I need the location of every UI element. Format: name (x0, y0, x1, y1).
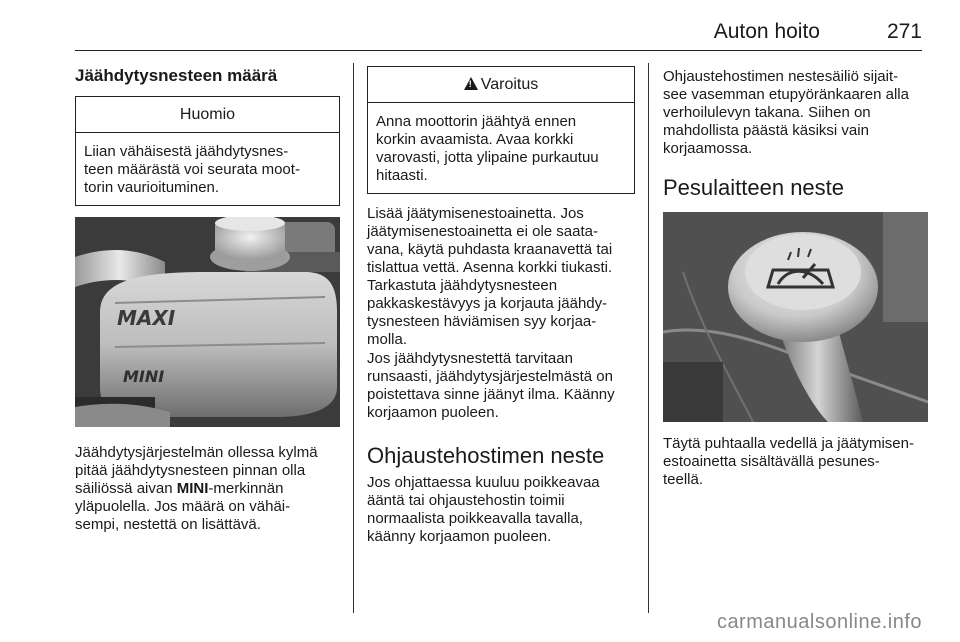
coolant-reservoir-photo (75, 217, 340, 427)
header-rule (75, 50, 922, 51)
notice-line: torin vaurioituminen. (84, 179, 220, 196)
text-line: pakkaskestävyys ja korjauta jäähdy- (367, 295, 608, 312)
notice-text (76, 133, 339, 207)
warning-line: Anna moottorin jäähtyä ennen (376, 113, 577, 130)
text-line: pitää jäähdytysnesteen pinnan olla (75, 462, 306, 479)
notice-box (75, 96, 340, 206)
text-line: Lisää jäätymisenestoainetta. Jos (367, 205, 584, 222)
text-line: sempi, nestettä on lisättävä. (75, 516, 261, 533)
text-fragment: säiliössä aivan (75, 480, 177, 497)
text-line: Jos jäähdytysnestettä tarvitaan (367, 350, 573, 367)
text-line: käänny korjaamon puoleen. (367, 528, 552, 545)
text-line: tysnesteen häviämisen syy korjaa- (367, 313, 597, 330)
warning-line: hitaasti. (376, 167, 428, 184)
antifreeze-paragraph (367, 205, 635, 349)
notice-line: teen määrästä voi seurata moot- (84, 161, 300, 178)
notice-line: Liian vähäisestä jäähdytysnes- (84, 143, 289, 160)
site-watermark: carmanualsonline.info (716, 611, 922, 633)
coolant-level-text (75, 444, 340, 534)
text-line: korjaamon puoleen. (367, 404, 499, 421)
text-line: tislattua vettä. Asenna korkki tiukasti. (367, 259, 613, 276)
text-line: korjaamossa. (663, 140, 753, 157)
warning-box (367, 66, 635, 194)
running-header-title: Auton hoito (713, 20, 820, 43)
page-number: 271 (886, 20, 922, 43)
text-line: Jos ohjattaessa kuuluu poikkeavaa (367, 474, 600, 491)
text-line: mahdollista päästä käsiksi vain (663, 122, 869, 139)
text-line: Tarkastuta jäähdytysnesteen (367, 277, 558, 294)
text-line: normaalista poikkeavalla tavalla, (367, 510, 583, 527)
section-heading: Ohjaustehostimen neste (367, 443, 605, 468)
min-mark-emphasis: MINI (176, 480, 209, 497)
column-divider-1 (353, 63, 354, 613)
text-line: runsaasti, jäähdytysjärjestelmästä on (367, 368, 613, 385)
max-mark-label: MAXI (117, 306, 176, 330)
warning-line: varovasti, jotta ylipaine purkautuu (376, 149, 599, 166)
bleeding-paragraph (367, 350, 635, 422)
coolant-reservoir-illustration (75, 217, 340, 427)
text-line: Ohjaustehostimen nestesäiliö sijait- (663, 68, 899, 85)
power-steering-paragraph (367, 474, 635, 546)
min-mark-label: MINI (123, 367, 165, 386)
washer-fluid-cap-photo (663, 212, 928, 422)
text-line: molla. (367, 331, 408, 348)
text-line: jäätymisenestoainetta ei ole saata- (367, 223, 598, 240)
text-line: teellä. (663, 471, 704, 488)
notice-title: Huomio (76, 97, 339, 133)
coolant-level-section (75, 66, 340, 86)
text-line: verhoilulevyn takana. Siihen on (663, 104, 871, 121)
text-line: ääntä tai ohjaustehostin toimii (367, 492, 565, 509)
text-line (75, 480, 340, 498)
warning-line: korkin avaamista. Avaa korkki (376, 131, 574, 148)
text-line: estoainetta sisältävällä pesunes- (663, 453, 880, 470)
washer-fluid-paragraph (663, 435, 928, 489)
warning-title: Varoitus (480, 76, 539, 93)
power-steering-section (367, 443, 635, 469)
warning-icon (464, 77, 478, 90)
text-line: Täytä puhtaalla vedellä ja jäätymisen- (663, 435, 914, 452)
text-line: poistettava sinne jäänyt ilma. Käänny (367, 386, 615, 403)
column-divider-2 (648, 63, 649, 613)
washer-cap-illustration (663, 212, 928, 422)
warning-text (368, 103, 634, 195)
section-heading: Pesulaitteen neste (663, 175, 845, 200)
warning-header (368, 67, 634, 103)
steering-reservoir-paragraph (663, 68, 928, 158)
section-heading: Jäähdytysnesteen määrä (75, 66, 278, 85)
text-line: Jäähdytysjärjestelmän ollessa kylmä (75, 444, 318, 461)
text-line: vana, käytä puhdasta kraanavettä tai (367, 241, 613, 258)
text-line: yläpuolella. Jos määrä on vähäi- (75, 498, 291, 515)
text-fragment: -merkinnän (208, 480, 284, 497)
washer-fluid-section (663, 175, 928, 201)
text-line: see vasemman etupyöränkaaren alla (663, 86, 909, 103)
